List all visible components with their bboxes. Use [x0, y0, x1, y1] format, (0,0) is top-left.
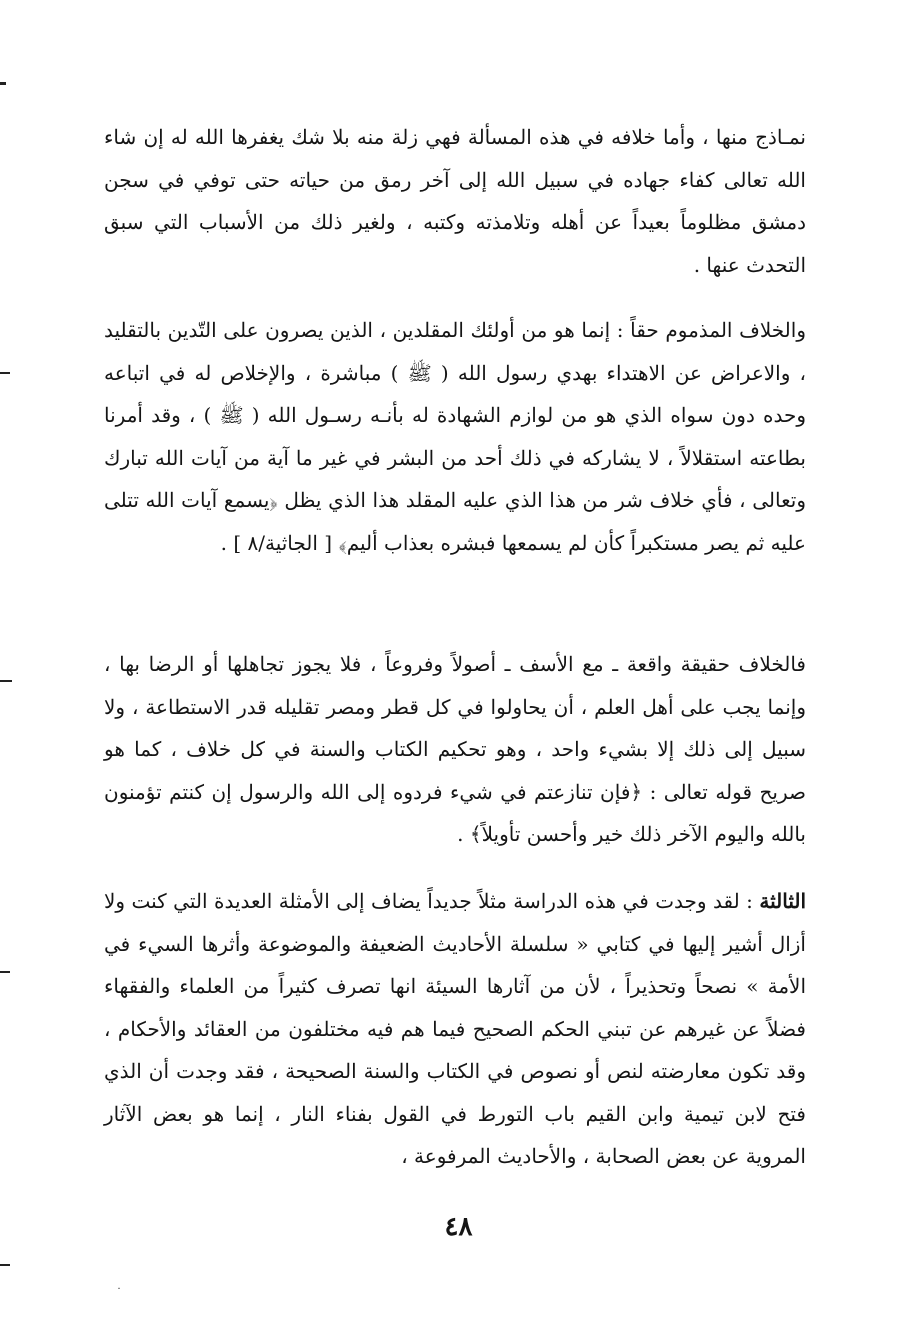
paragraph-2-text: والخلاف المذموم حقاً : إنما هو من أولئك المقلدين ، الذين يصرون على التّدين بالتقليد ، والاعراض عن الاهتداء بهدي رسول الله ( ﷺ ) مباشرة ، والإخلاص له في اتباعه وحده دون سواه الذي هو من لوازم الشهادة له بأنـه رسـول الله ( ﷺ ) ، وقد أمرنا بطاعته استقلالاً ، لا يشاركه في ذلك أحد من البشر في غير ما آية من آيات الله تبارك وتعالى ، فأي خلاف شر من هذا الذي عليه المقلد هذا الذي يظل ﴿يسمع آيات الله تتلى عليه ثم يصر مستكبراً كأن لم يسمعها فبشره بعذاب أليم﴾ [ الجاثية/٨ ] . [104, 318, 806, 555]
paragraph-4-body [104, 880, 806, 1178]
paragraph-3 [104, 643, 806, 856]
scan-edge-mark [0, 372, 10, 374]
section-lead-word: الثالثة [759, 889, 807, 913]
page-number: ٤٨ [444, 1212, 473, 1242]
paragraph-3-text: فالخلاف حقيقة واقعة ـ مع الأسف ـ أصولاً وفروعاً ، فلا يجوز تجاهلها أو الرضا بها ، وإنما يجب على أهل العلم ، أن يحاولوا في كل قطر ومصر تقليله قدر الاستطاعة ، ولا سبيل إلى ذلك إلا بشيء واحد ، وهو تحكيم الكتاب والسنة في كل خلاف ، كما هو صريح قوله تعالى : ﴿فإن تنازعتم في شيء فردوه إلى الله والرسول إن كنتم تؤمنون بالله واليوم الآخر ذلك خير وأحسن تأويلاً﴾ . [104, 652, 806, 846]
paragraph-4 [104, 880, 806, 1178]
paragraph-1-text: نمـاذج منها ، وأما خلافه في هذه المسألة فهي زلة منه بلا شك يغفرها الله له إن شاء الله تعالى كفاء جهاده في سبيل الله إلى آخر رمق من حياته حتى توفي في سجن دمشق مظلوماً بعيداً عن أهله وتلامذته وكتبه ، ولغير ذلك من الأسباب التي سبق التحدث عنها . [104, 125, 806, 277]
paragraph-1 [104, 116, 806, 286]
scan-edge-mark [0, 680, 12, 682]
scan-edge-mark [0, 971, 10, 973]
paragraph-2 [104, 309, 806, 564]
scan-edge-mark [0, 1264, 10, 1266]
scan-dot-mark: ˙ [116, 1286, 122, 1300]
scan-edge-mark [0, 82, 6, 85]
paragraph-4-text: : لقد وجدت في هذه الدراسة مثلاً جديداً يضاف إلى الأمثلة العديدة التي كنت ولا أزال أشير إليها في كتابي « سلسلة الأحاديث الضعيفة والموضوعة وأثرها السيء في الأمة » نصحاً وتحذيراً ، لأن من آثارها السيئة انها تصرف كثيراً من العلماء والفقهاء فضلاً عن غيرهم عن تبني الحكم الصحيح فيما هم فيه مختلفون من العقائد والأحكام ، وقد تكون معارضته لنص أو نصوص في الكتاب والسنة الصحيحة ، فقد وجدت أن الذي فتح لابن تيمية وابن القيم باب التورط في القول بفناء النار ، إنما هو بعض الآثار المروية عن بعض الصحابة ، والأحاديث المرفوعة ، [104, 889, 806, 1168]
